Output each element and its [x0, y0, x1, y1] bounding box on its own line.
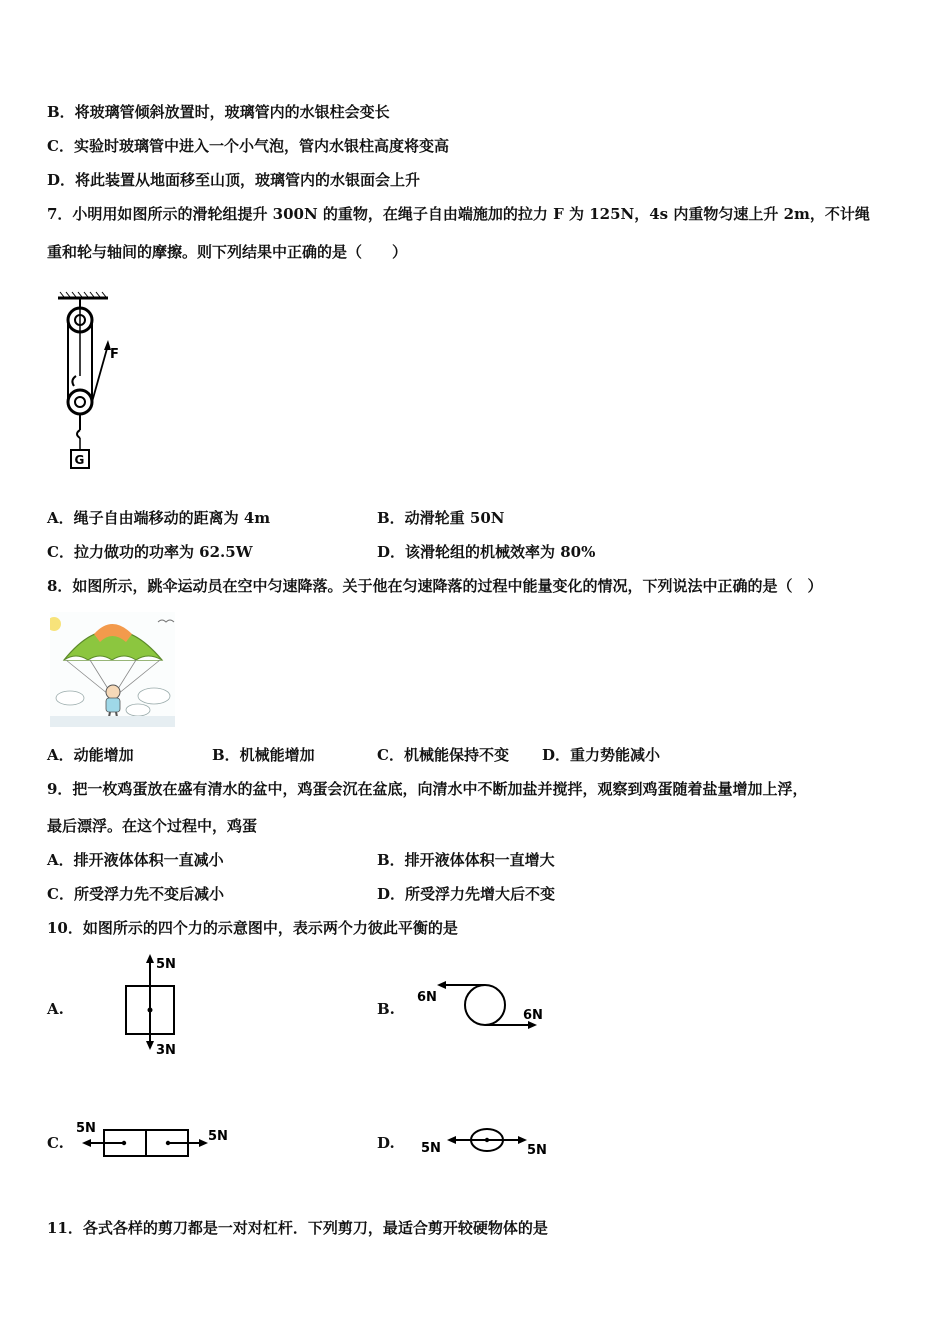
q7-option-b[interactable]: B．动滑轮重 50N — [377, 509, 505, 527]
fig-c-right-label: 5N — [208, 1129, 228, 1144]
pulley-system-figure — [50, 290, 140, 480]
q7-option-a[interactable]: A．绳子自由端移动的距离为 4m — [47, 509, 271, 527]
q9-option-a[interactable]: A．排开液体体积一直减小 — [47, 851, 224, 869]
fig-d-right-label: 5N — [527, 1143, 547, 1158]
q8-option-d[interactable]: D．重力势能减小 — [542, 746, 661, 764]
fig-d-left-label: 5N — [421, 1141, 441, 1156]
q7-stem-line1: 7．小明用如图所示的滑轮组提升 300N 的重物，在绳子自由端施加的拉力 F 为 125N，4s 内重物匀速上升 2m，不计绳 — [47, 205, 870, 223]
q10-option-b[interactable]: B. — [377, 1000, 395, 1018]
fig-b-right-label: 6N — [523, 1008, 543, 1023]
prev-option-c: C．实验时玻璃管中进入一个小气泡，管内水银柱高度将变高 — [47, 137, 449, 155]
q10-option-a[interactable]: A. — [47, 1000, 64, 1018]
q7-option-c[interactable]: C．拉力做功的功率为 62.5W — [47, 543, 253, 561]
fig-a-top-label: 5N — [156, 957, 176, 972]
q11-stem: 11．各式各样的剪刀都是一对对杠杆．下列剪刀，最适合剪开较硬物体的是 — [47, 1219, 548, 1237]
q9-stem-line2: 最后漂浮。在这个过程中，鸡蛋 — [47, 817, 258, 835]
force-diagram-a — [118, 950, 198, 1062]
q8-stem: 8．如图所示，跳伞运动员在空中匀速降落。关于他在匀速降落的过程中能量变化的情况，下列说法中正确的是（ ） — [47, 577, 823, 595]
q10-option-c[interactable]: C. — [47, 1134, 64, 1152]
prev-option-b: B．将玻璃管倾斜放置时，玻璃管内的水银柱会变长 — [47, 103, 390, 121]
q8-option-a[interactable]: A．动能增加 — [47, 746, 134, 764]
force-label: F — [110, 347, 119, 362]
force-diagram-d — [415, 1122, 555, 1162]
fig-a-bottom-label: 3N — [156, 1043, 176, 1058]
q8-option-c[interactable]: C．机械能保持不变 — [377, 746, 509, 764]
force-diagram-b — [415, 975, 555, 1035]
force-diagram-c — [72, 1118, 232, 1168]
prev-option-d: D．将此装置从地面移至山顶，玻璃管内的水银面会上升 — [47, 171, 421, 189]
fig-b-left-label: 6N — [417, 990, 437, 1005]
q7-stem-line2: 重和轮与轴间的摩擦。则下列结果中正确的是（ ） — [47, 243, 408, 261]
q9-option-b[interactable]: B．排开液体体积一直增大 — [377, 851, 555, 869]
q9-option-d[interactable]: D．所受浮力先增大后不变 — [377, 885, 556, 903]
fig-c-left-label: 5N — [76, 1121, 96, 1136]
weight-label: G — [74, 453, 85, 467]
q7-option-d[interactable]: D．该滑轮组的机械效率为 80% — [377, 543, 596, 561]
q10-stem: 10．如图所示的四个力的示意图中，表示两个力彼此平衡的是 — [47, 919, 458, 937]
q9-stem-line1: 9．把一枚鸡蛋放在盛有清水的盆中，鸡蛋会沉在盆底，向清水中不断加盐并搅拌，观察到鸡蛋随着盐量增加上浮， — [47, 780, 808, 798]
q9-option-c[interactable]: C．所受浮力先不变后减小 — [47, 885, 224, 903]
q8-option-b[interactable]: B．机械能增加 — [212, 746, 315, 764]
q10-option-d[interactable]: D. — [377, 1134, 395, 1152]
parachutist-figure — [50, 612, 175, 727]
